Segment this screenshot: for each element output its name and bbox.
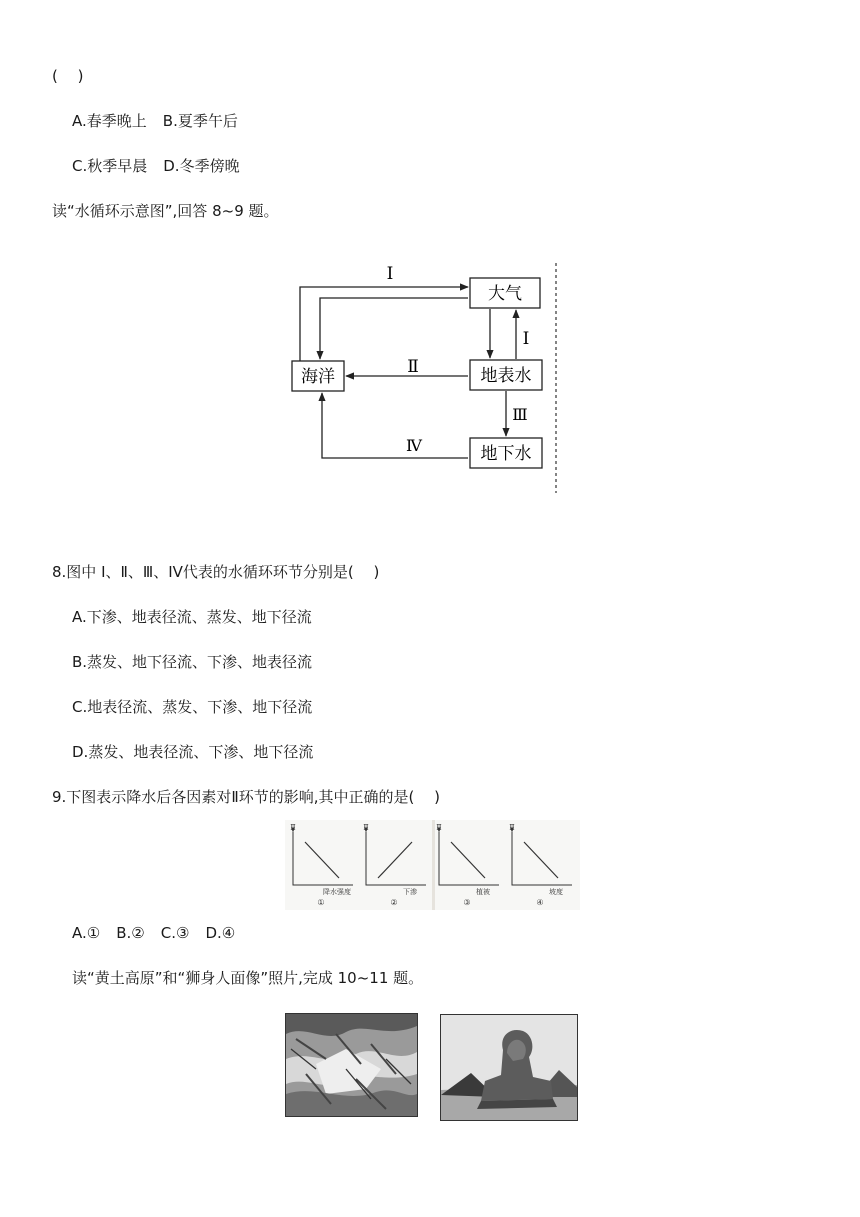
label-iv: Ⅳ: [406, 436, 422, 455]
label-iii: Ⅲ: [512, 405, 528, 424]
graph-number: ③: [463, 898, 471, 907]
q8-option-b[interactable]: B.蒸发、地下径流、下渗、地表径流: [72, 653, 313, 671]
graph-x-label: 降水强度: [323, 888, 351, 896]
q9-options: [72, 923, 235, 943]
intro-10-11: 读“黄土高原”和“狮身人面像”照片,完成 10~11 题。: [72, 969, 424, 987]
graph-number: ④: [536, 898, 544, 907]
answer-bracket: ( ): [52, 67, 84, 85]
q7-option-c[interactable]: C.秋季早晨: [72, 157, 148, 175]
label-ii: Ⅱ: [407, 357, 419, 377]
label-i-right: I: [522, 329, 530, 349]
graph-x-label: 植被: [476, 888, 490, 896]
q7-option-b[interactable]: B.夏季午后: [162, 112, 238, 130]
q9-stem: 9.下图表示降水后各因素对Ⅱ环节的影响,其中正确的是( ): [52, 788, 440, 806]
label-i-top: I: [386, 264, 394, 284]
q9-option-b[interactable]: B.②: [116, 924, 145, 942]
atmosphere-label: 大气: [488, 284, 522, 304]
q8-option-a[interactable]: A.下渗、地表径流、蒸发、地下径流: [72, 608, 312, 626]
q8-option-d[interactable]: D.蒸发、地表径流、下渗、地下径流: [72, 743, 314, 761]
graph-x-label: 下渗: [403, 888, 417, 896]
q8-stem: 8.图中 I、Ⅱ、Ⅲ、IV代表的水循环环节分别是( ): [52, 563, 380, 581]
q9-option-d[interactable]: D.④: [205, 924, 236, 942]
ocean-label: 海洋: [301, 367, 335, 387]
q7-options-row1: [72, 111, 238, 131]
graph-y-label: Ⅱ: [363, 823, 369, 832]
q9-option-c[interactable]: C.③: [160, 924, 190, 942]
sphinx-photo: [440, 1014, 578, 1121]
graph-y-label: Ⅱ: [436, 823, 442, 832]
loess-plateau-photo: [285, 1013, 418, 1117]
q7-option-a[interactable]: A.春季晚上: [72, 112, 147, 130]
intro-8-9: 读“水循环示意图”,回答 8~9 题。: [52, 202, 279, 220]
q7-option-d[interactable]: D.冬季傍晚: [163, 157, 240, 175]
q8-option-c[interactable]: C.地表径流、蒸发、下渗、地下径流: [72, 698, 313, 716]
graph-x-label: 坡度: [549, 888, 563, 896]
q9-option-a[interactable]: A.①: [72, 924, 101, 942]
water-cycle-diagram: [280, 255, 570, 500]
graph-number: ②: [390, 898, 398, 907]
surface-water-label: 地表水: [480, 366, 532, 386]
graph-number: ①: [317, 898, 325, 907]
groundwater-label: 地下水: [480, 444, 532, 464]
q7-options-row2: [72, 156, 240, 176]
q9-graphs: [285, 820, 580, 910]
graph-y-label: Ⅱ: [290, 823, 296, 832]
graph-y-label: Ⅱ: [509, 823, 515, 832]
